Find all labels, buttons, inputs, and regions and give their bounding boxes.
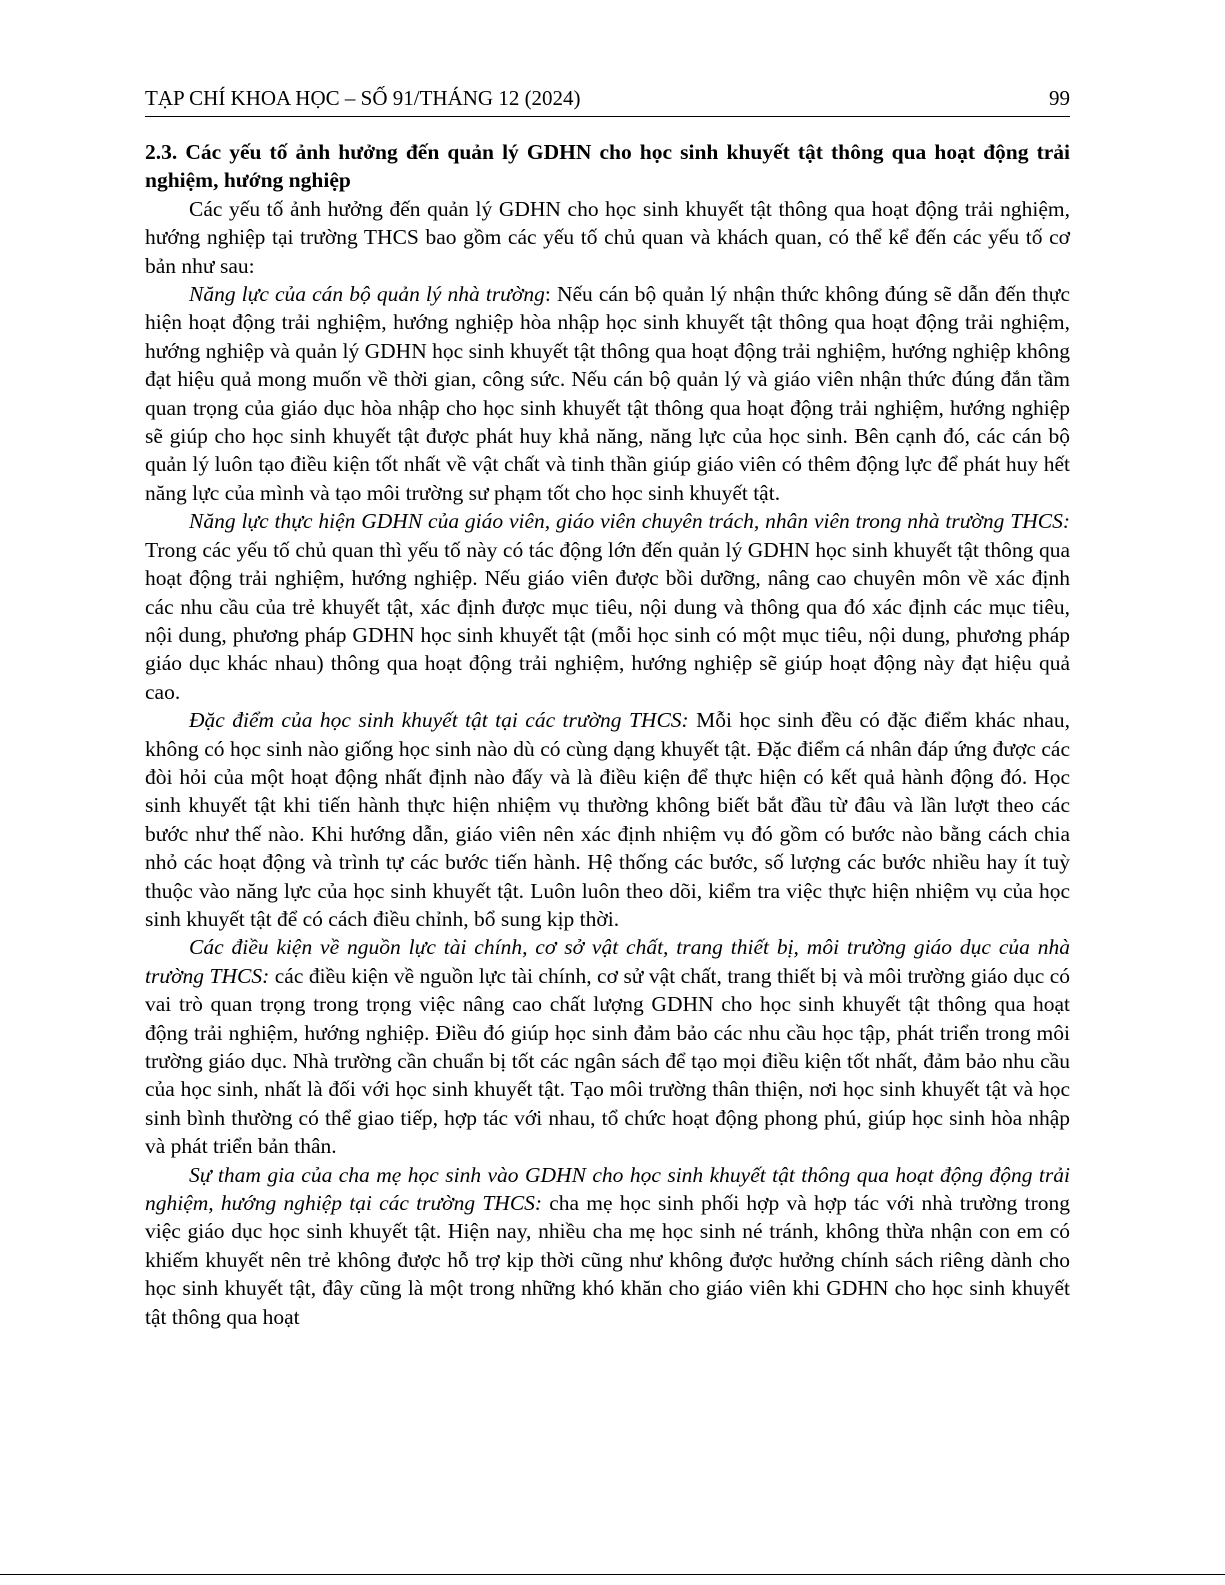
journal-title: TẠP CHÍ KHOA HỌC – SỐ 91/THÁNG 12 (2024) [145,86,581,110]
paragraph-intro [145,195,1070,280]
paragraph-text: các điều kiện về nguồn lực tài chính, cơ sử vật chất, trang thiết bị và môi trường giáo dục có vai trò quan trọng trong trọng việc nâng cao chất lượng GDHN cho học sinh khuyết tật thông qua hoạt động trải nghiệm, hướng nghiệp. Điều đó giúp học sinh đảm bảo các nhu cầu học tập, phát triển trong môi trường giáo dục. Nhà trường cần chuẩn bị tốt các ngân sách để tạo mọi điều kiện tốt nhất, đảm bảo nhu cầu của học sinh, nhất là đối với học sinh khuyết tật. Tạo môi trường thân thiện, nơi học sinh khuyết tật và học sinh bình thường có thể giao tiếp, hợp tác với nhau, tổ chức hoạt động phong phú, giúp học sinh hòa nhập và phát triển bản thân. [145,963,1071,1159]
page-bottom-rule [0,1574,1225,1575]
paragraph-text: cha mẹ học sinh phối hợp và hợp tác với nhà trường trong việc giáo dục học sinh khuyết tật. Hiện nay, nhiều cha mẹ học sinh né tránh, không thừa nhận con em có khiếm khuyết nên trẻ không được hỗ trợ kịp thời cũng như không được hưởng chính sách riêng dành cho học sinh khuyết tật, đây cũng là một trong những khó khăn cho giáo viên khi GDHN cho học sinh khuyết tật thông qua hoạt [145,1191,1070,1329]
paragraph-text: : Nếu cán bộ quản lý nhận thức không đúng sẽ dẫn đến thực hiện hoạt động trải nghiệm, hướng nghiệp hòa nhập học sinh khuyết tật thông qua hoạt động trải nghiệm, hướng nghiệp và quản lý GDHN học sinh khuyết tật thông qua hoạt động trải nghiệm, hướng nghiệp không đạt hiệu quả mong muốn về thời gian, công sức. Nếu cán bộ quản lý và giáo viên nhận thức đúng đắn tầm quan trọng của giáo dục hòa nhập cho học sinh khuyết tật thông qua hoạt động trải nghiệm, hướng nghiệp sẽ giúp cho học sinh khuyết tật được phát huy khả năng, năng lực của học sinh. Bên cạnh đó, các cán bộ quản lý luôn tạo điều kiện tốt nhất về vật chất và tinh thần giúp giáo viên có thêm động lực để phát huy hết năng lực của mình và tạo môi trường sư phạm tốt cho học sinh khuyết tật. [145,282,1070,505]
paragraph-student-characteristics [145,706,1070,933]
paragraph-lead: Sự tham gia của cha mẹ học sinh vào GDHN cho học sinh khuyết tật thông qua hoạt động động trải nghiệm, hướng nghiệp tại các trường THCS: [145,1162,1070,1216]
paragraph-lead: Năng lực thực hiện GDHN của giáo viên, giáo viên chuyên trách, nhân viên trong nhà trường THCS: [189,509,1070,534]
paragraph-parent-participation [145,1161,1070,1331]
paragraph-lead: Các điều kiện về nguồn lực tài chính, cơ sở vật chất, trang thiết bị, môi trường giáo dục của nhà trường THCS: [145,935,1070,988]
paragraph-teacher-capacity [145,507,1070,706]
paragraph-management-capacity [145,280,1070,507]
header-rule [145,116,1070,117]
page-number: 99 [1049,86,1070,110]
paragraph-text: Mỗi học sinh đều có đặc điểm khác nhau, không có học sinh nào giống học sinh nào dù có cùng dạng khuyết tật. Đặc điểm cá nhân đáp ứng được các đòi hỏi của một hoạt động nhất định nào đấy và là điều kiện để thực hiện có kết quả hành động đó. Học sinh khuyết tật khi tiến hành thực hiện nhiệm vụ thường không biết bắt đầu từ đâu và lần lượt theo các bước như thế nào. Khi hướng dẫn, giáo viên nên xác định nhiệm vụ đó gồm có bước nào bằng cách chia nhỏ các hoạt động và trình tự các bước tiến hành. Hệ thống các bước, số lượng các bước nhiều hay ít tuỳ thuộc vào năng lực của học sinh khuyết tật. Luôn luôn theo dõi, kiểm tra việc thực hiện nhiệm vụ của học sinh khuyết tật để có cách điều chỉnh, bổ sung kịp thời. [145,708,1070,931]
running-header [145,84,1070,112]
paragraph-resource-conditions [145,933,1070,1160]
paragraph-lead: Năng lực của cán bộ quản lý nhà trường [189,282,545,307]
paragraph-lead: Đặc điểm của học sinh khuyết tật tại các trường THCS: [189,708,689,733]
article-body [145,138,1070,1331]
section-heading: 2.3. Các yếu tố ảnh hưởng đến quản lý GDHN cho học sinh khuyết tật thông qua hoạt động trải nghiệm, hướng nghiệp [145,140,1070,193]
paragraph-text: Trong các yếu tố chủ quan thì yếu tố này có tác động lớn đến quản lý GDHN học sinh khuyết tật thông qua hoạt động trải nghiệm, hướng nghiệp. Nếu giáo viên được bồi dưỡng, nâng cao chuyên môn về xác định các nhu cầu của trẻ khuyết tật, xác định được mục tiêu, nội dung và thông qua đó xác định các mục tiêu, nội dung, phương pháp GDHN học sinh khuyết tật (mỗi học sinh có một mục tiêu, nội dung, phương pháp giáo dục khác nhau) thông qua hoạt động trải nghiệm, hướng nghiệp sẽ giúp hoạt động này đạt hiệu quả cao. [145,537,1070,704]
paragraph-text: Các yếu tố ảnh hưởng đến quản lý GDHN cho học sinh khuyết tật thông qua hoạt động trải nghiệm, hướng nghiệp tại trường THCS bao gồm các yếu tố chủ quan và khách quan, có thể kể đến các yếu tố cơ bản như sau: [145,196,1070,278]
